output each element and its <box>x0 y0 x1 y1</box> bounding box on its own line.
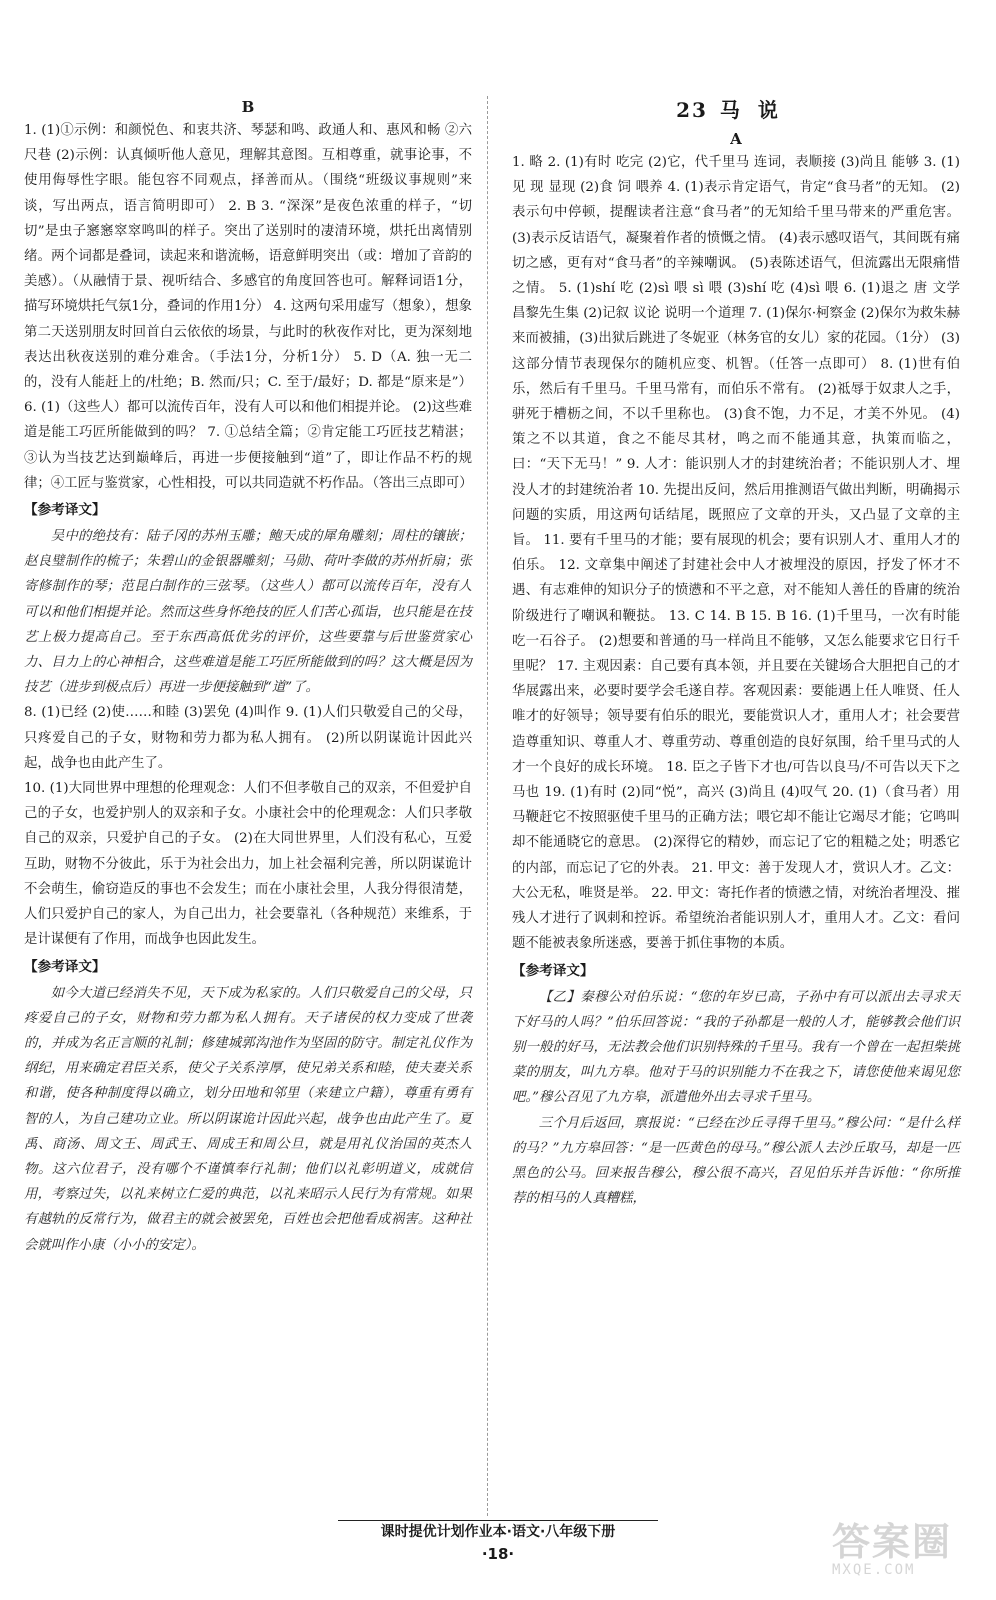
translation-block-right <box>512 985 960 1212</box>
reference-translation-heading: 【参考译文】 <box>24 502 106 519</box>
lesson-title <box>512 96 960 124</box>
answers-block-1: 1. (1)①示例：和颜悦色、和衷共济、琴瑟和鸣、政通人和、惠风和畅 ②六尺巷 (2)示例：认真倾听他人意见，理解其意图。互相尊重，就事论事，不使用侮辱性字眼。能包容不同观点，择善而从。（围绕“班级议事规则”来谈，写出两点，语言简明即可） 2. B 3. “深深”是夜色浓重的样子，“切切”是虫子窸窸窣窣鸣叫的样子。突出了送别时的凄清环境，烘托出离情别绪。两个词都是叠词，读起来和谐流畅，语意鲜明突出（或：增加了音韵的美感）。（从融情于景、视听结合、多感官的角度回答也可。解释词语1分，描写环境烘托气氛1分，叠词的作用1分） 4. 这两句采用虚写（想象），想象第二天送别朋友时回首白云依依的场景，与此时的秋夜作对比，更为深刻地表达出秋夜送别的难分难舍。（手法1分，分析1分） 5. D（A. 独一无二的，没有人能赶上的/杜绝；B. 然而/只；C. 至于/最好；D. 都是“原来是”） 6. (1)（这些人）都可以流传百年，没有人可以和他们相提并论。 (2)这些难道是能工巧匠所能做到的吗？ 7. ①总结全篇；②肯定能工巧匠技艺精湛；③认为当技艺达到巅峰后，再进一步便接触到“道”了，即让作品不朽的规律；④工匠与鉴赏家，心性相投，可以共同造就不朽作品。（答出三点即可） <box>24 123 473 491</box>
page-number: ·18· <box>481 1545 515 1563</box>
reference-translation-heading: 【参考译文】 <box>512 962 594 979</box>
right-column <box>512 96 960 1211</box>
section-heading-b: B <box>241 98 255 116</box>
translation-block-1 <box>24 524 472 700</box>
reference-translation-heading: 【参考译文】 <box>24 958 106 975</box>
translation-text: 三个月后返回，禀报说：“已经在沙丘寻得千里马。”穆公问：“是什么样的马？”九方皋回答：“是一匹黄色的母马。”穆公派人去沙丘取马，却是一匹黑色的公马。回来报告穆公，穆公很不高兴，召见伯乐并告诉他：“你所推荐的相马的人真糟糕， <box>512 1115 960 1207</box>
section-heading-a: A <box>730 130 742 148</box>
answers-block-right: 1. 略 2. (1)有时 吃完 (2)它，代千里马 连词，表顺接 (3)尚且 能够 3. (1)见 现 显现 (2)食 饲 喂养 4. (1)表示肯定语气，肯定“食马者”的无知。 (2)表示句中停顿，提醒读者注意“食马者”的无知给千里马带来的严重危害。 (3)表示反诘语气，凝聚着作者的愤慨之情。 (4)表示感叹语气，其间既有痛切之感，更有对“食马者”的辛辣嘲讽。 (5)表陈述语气，但流露出无限痛惜之情。 5. (1)shí 吃 (2)sì 喂 sì 喂 (3)shí 吃 (4)sì 喂 6. (1)退之 唐 文学 昌黎先生集 (2)记叙 议论 说明一个道理 7. (1)保尔·柯察金 (2)保尔为救朱赫来而被捕，(3)出狱后跳进了冬妮亚（林务官的女儿）家的花园。（1分） (3)这部分情节表现保尔的随机应变、机智。（任答一点即可） 8. (1)世有伯乐，然后有千里马。千里马常有，而伯乐不常有。 (2)祗辱于奴隶人之手，骈死于槽枥之间，不以千里称也。 (3)食不饱，力不足，才美不外见。 (4)策之不以其道，食之不能尽其材，鸣之而不能通其意，执策而临之，曰：“天下无马！” 9. 人才：能识别人才的封建统治者；不能识别人才、埋没人才的封建统治者 10. 先提出反问，然后用推测语气做出判断，明确揭示问题的实质，用这两句话结尾，既照应了文章的开头，又凸显了文章的主旨。 11. 要有千里马的才能；要有展现的机会；要有识别人才、重用人才的伯乐。 12. 文章集中阐述了封建社会中人才被埋没的原因，抒发了怀才不遇、有志难伸的知识分子的愤懑和不平之意，对不能知人善任的昏庸的统治阶级进行了嘲讽和鞭挞。 13. C 14. B 15. B 16. (1)千里马，一次有时能吃一石谷子。 (2)想要和普通的马一样尚且不能够，又怎么能要求它日行千里呢？ 17. 主观因素：自己要有真本领，并且要在关键场合大胆把自己的才华展露出来，必要时要学会毛遂自荐。客观因素：要能遇上任人唯贤、任人唯才的好领导；领导要有伯乐的眼光，要能赏识人才，重用人才；社会要营造尊重知识、尊重人才、尊重劳动、尊重创造的良好氛围，给千里马式的人才一个良好的成长环境。 18. 臣之子皆下才也/可告以良马/不可告以天下之马也 19. (1)有时 (2)同“悦”，高兴 (3)尚且 (4)叹气 20. (1)（食马者）用马鞭赶它不按照驱使千里马的正确方法；喂它却不能让它竭尽才能；它鸣叫却不能通晓它的意思。 (2)深得它的精妙，而忘记了它的粗糙之处；明悉它的内部，而忘记了它的外表。 21. 甲文：善于发现人才，赏识人才。乙文：大公无私，唯贤是举。 22. 甲文：寄托作者的愤懑之情，对统治者埋没、摧残人才进行了讽刺和控诉。希望统治者能识别人才，重用人才。乙文：看问题不能被表象所迷惑，要善于抓住事物的本质。 <box>512 155 960 952</box>
lesson-number: 23 <box>676 98 708 122</box>
book-title: 课时提优计划作业本·语文·八年级下册 <box>380 1524 616 1540</box>
watermark-url: MXQE.COM <box>832 1562 916 1578</box>
translation-block-2 <box>24 981 472 1258</box>
watermark-logo <box>832 1522 982 1586</box>
answers-block-2: 8. (1)已经 (2)使……和睦 (3)罢免 (4)叫作 9. (1)人们只敬爱自己的父母，只疼爱自己的子女，财物和劳力都为私人拥有。 (2)所以阴谋诡计因此兴起，战争也由此产生了。 <box>24 705 472 771</box>
column-divider <box>487 96 488 1516</box>
lesson-name: 马说 <box>719 98 796 122</box>
watermark-logo-text: 答案圈 <box>832 1520 953 1564</box>
translation-text: 吴中的绝技有：陆子冈的苏州玉雕；鲍天成的犀角雕刻；周柱的镶嵌；赵良璧制作的梳子；朱碧山的金银器雕刻；马勋、荷叶李做的苏州折扇；张寄修制作的琴；范昆白制作的三弦琴。（这些人）都可以流传百年，没有人可以和他们相提并论。然而这些身怀绝技的匠人们苦心孤诣，也只能是在技艺上极力提高自己。至于东西高低优劣的评价，这些要靠与后世鉴赏家心力、目力上的心神相合，这些难道是能工巧匠所能做到的吗？这大概是因为技艺（进步到极点后）再进一步便接触到“道”了。 <box>24 529 472 696</box>
left-column <box>24 96 472 1258</box>
answers-block-3: 10. (1)大同世界中理想的伦理观念：人们不但孝敬自己的双亲，不但爱护自己的子女，也爱护别人的双亲和子女。小康社会中的伦理观念：人们只孝敬自己的双亲，只爱护自己的子女。 (2)在大同世界里，人们没有私心，互爱互助，财物不分彼此，乐于为社会出力，加上社会福利完善，所以阴谋诡计不会萌生，偷窃造反的事也不会发生；而在小康社会里，人我分得很清楚，人们只爱护自己的家人，为自己出力，社会要靠礼（各种规范）来维系，于是计谋便有了作用，而战争也因此发生。 <box>24 781 472 948</box>
translation-text: 如今大道已经消失不见，天下成为私家的。人们只敬爱自己的父母，只疼爱自己的子女，财物和劳力都为私人拥有。天子诸侯的权力变成了世袭的，并成为名正言顺的礼制；修建城郭沟池作为坚固的防守。制定礼仪作为纲纪，用来确定君臣关系，使父子关系淳厚，使兄弟关系和睦，使夫妻关系和谐，使各种制度得以确立，划分田地和邻里（来建立户籍），尊重有勇有智的人，为自己建功立业。所以阴谋诡计因此兴起，战争也由此产生了。夏禹、商汤、周文王、周武王、周成王和周公旦，就是用礼仪治国的英杰人物。这六位君子，没有哪个不谨慎奉行礼制；他们以礼彰明道义，成就信用，考察过失，以礼来树立仁爱的典范，以礼来昭示人民行为有常规。如果有越轨的反常行为，做君主的就会被罢免，百姓也会把他看成祸害。这种社会就叫作小康（小小的安定）。 <box>24 985 472 1253</box>
translation-text: 【乙】秦穆公对伯乐说：“您的年岁已高，子孙中有可以派出去寻求天下好马的人吗？”伯乐回答说：“我的子孙都是一般的人才，能够教会他们识别一般的好马，无法教会他们识别特殊的千里马。我有一个曾在一起担柴挑菜的朋友，叫九方皋。他对于马的识别能力不在我之下，请您使他来谒见您吧。”穆公召见了九方皋，派遣他外出去寻求千里马。 <box>512 989 960 1106</box>
